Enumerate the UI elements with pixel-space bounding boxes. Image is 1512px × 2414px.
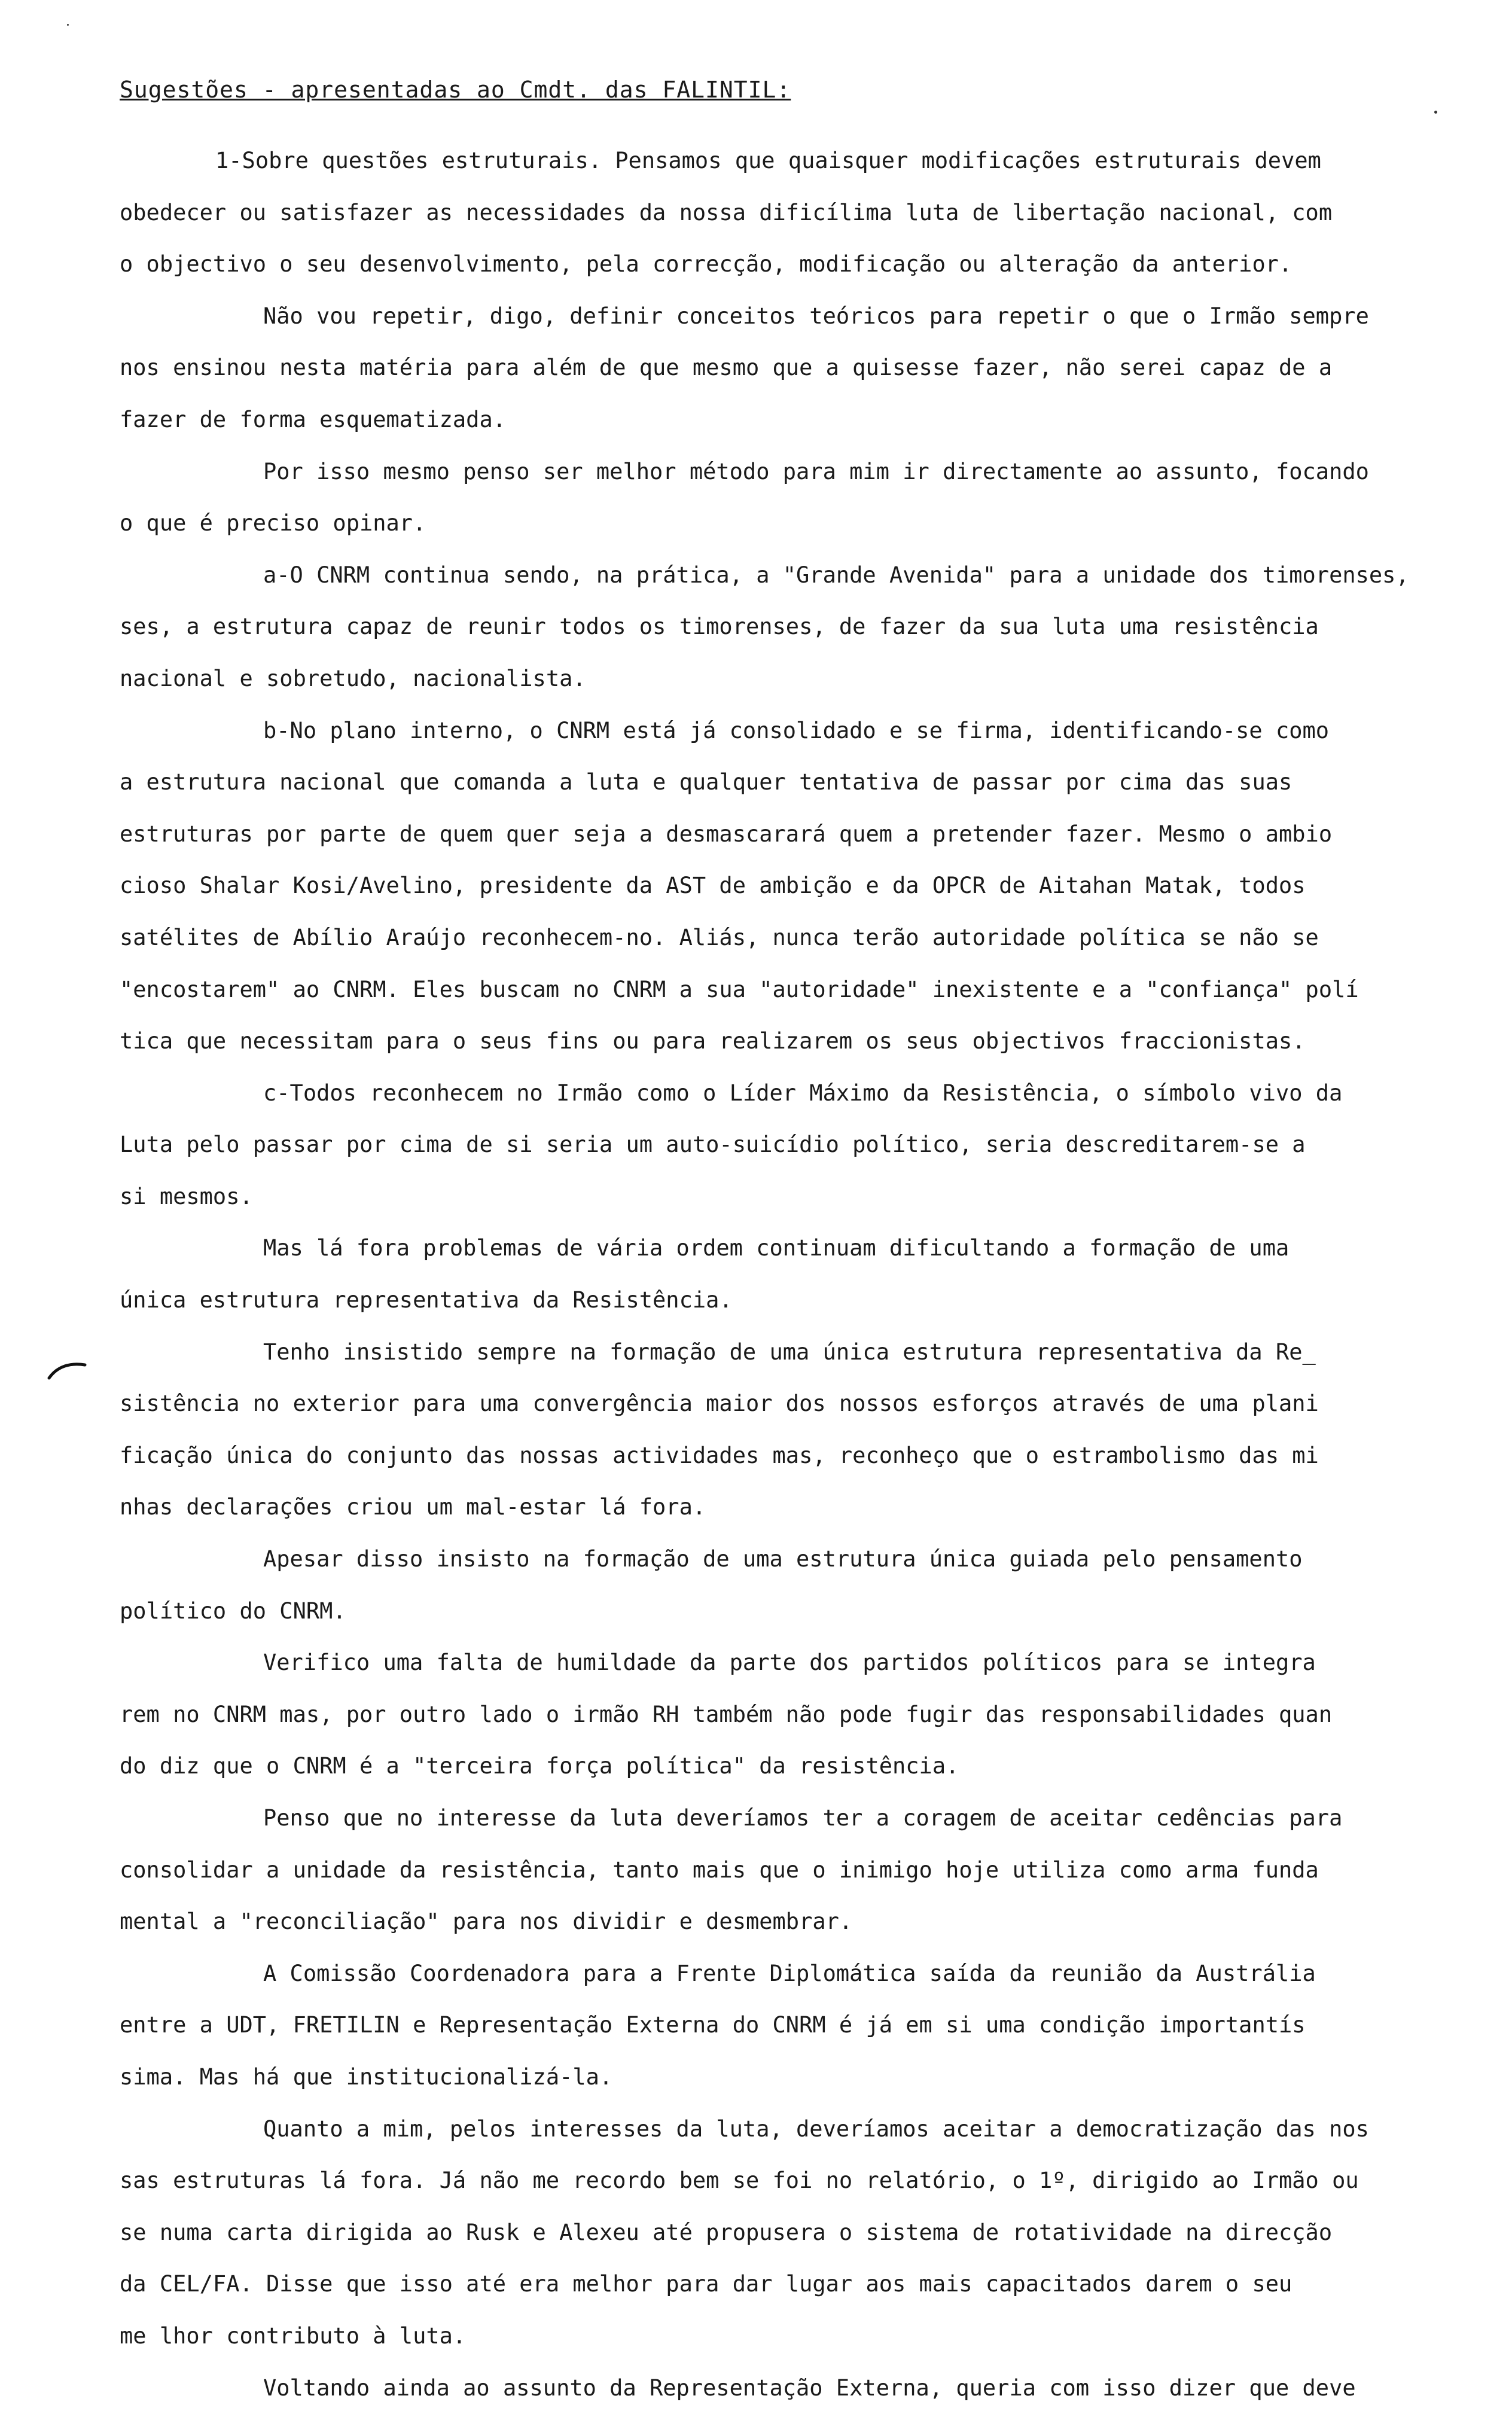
text-line: estruturas por parte de quem quer seja a desmascarará quem a pretender fazer. Mesmo o ambio — [120, 821, 1333, 847]
text-line: Mas lá fora problemas de vária ordem continuam dificultando a formação de uma — [263, 1235, 1290, 1261]
text-line: a-O CNRM continua sendo, na prática, a "Grande Avenida" para a unidade dos timorenses, — [263, 562, 1409, 588]
text-line: A Comissão Coordenadora para a Frente Diplomática saída da reunião da Austrália — [263, 1960, 1316, 1986]
text-line: única estrutura representativa da Resistência. — [120, 1287, 733, 1313]
document-body — [120, 135, 1465, 2414]
text-line: da CEL/FA. Disse que isso até era melhor para dar lugar aos mais capacitados darem o seu — [120, 2271, 1292, 2297]
text-line: político do CNRM. — [120, 1598, 346, 1624]
text-line: se numa carta dirigida ao Rusk e Alexeu até propusera o sistema de rotatividade na direcção — [120, 2219, 1333, 2245]
text-line: sistência no exterior para uma convergência maior dos nossos esforços através de uma plani — [120, 1391, 1319, 1417]
margin-pen-mark — [47, 1358, 89, 1382]
text-line: do diz que o CNRM é a "terceira força política" da resistência. — [120, 1753, 959, 1779]
text-line: Apesar disso insisto na formação de uma estrutura única guiada pelo pensamento — [263, 1546, 1303, 1572]
text-line: a estrutura nacional que comanda a luta e qualquer tentativa de passar por cima das suas — [120, 769, 1292, 795]
text-line: rem no CNRM mas, por outro lado o irmão RH também não pode fugir das responsabilidades quan — [120, 1701, 1333, 1727]
text-line: Quanto a mim, pelos interesses da luta, deveríamos aceitar a democratização das nos — [263, 2116, 1369, 2142]
text-line: ficação única do conjunto das nossas actividades mas, reconheço que o estrambolismo das mi — [120, 1442, 1319, 1468]
text-line: sima. Mas há que institucionalizá-la. — [120, 2064, 613, 2090]
text-line: Verifico uma falta de humildade da parte dos partidos políticos para se integra — [263, 1650, 1316, 1676]
speck-mark — [67, 24, 69, 26]
text-line: cioso Shalar Kosi/Avelino, presidente da AST de ambição e da OPCR de Aitahan Matak, todos — [120, 873, 1306, 899]
text-line: nos ensinou nesta matéria para além de que mesmo que a quisesse fazer, não serei capaz de a — [120, 355, 1333, 381]
text-line: Penso que no interesse da luta deveríamos ter a coragem de aceitar cedências para — [263, 1805, 1343, 1831]
text-line: Tenho insistido sempre na formação de uma única estrutura representativa da Re_ — [263, 1339, 1316, 1365]
text-line: nacional e sobretudo, nacionalista. — [120, 665, 586, 691]
text-line: tica que necessitam para o seus fins ou para realizarem os seus objectivos fraccionistas. — [120, 1028, 1306, 1054]
text-line: me lhor contributo à luta. — [120, 2322, 467, 2349]
text-line: 1-Sobre questões estruturais. Pensamos que quaisquer modificações estruturais devem — [215, 148, 1321, 173]
text-line: nhas declarações criou um mal-estar lá fora. — [120, 1494, 706, 1520]
text-line: o objectivo o seu desenvolvimento, pela correcção, modificação ou alteração da anterior. — [120, 251, 1292, 278]
text-line: Voltando ainda ao assunto da Representação Externa, queria com isso dizer que deve — [263, 2375, 1356, 2401]
text-line: entre a UDT, FRETILIN e Representação Externa do CNRM é já em si uma condição importantís — [120, 2012, 1306, 2038]
text-line: consolidar a unidade da resistência, tanto mais que o inimigo hoje utiliza como arma funda — [120, 1857, 1319, 1883]
text-line: "encostarem" ao CNRM. Eles buscam no CNRM a sua "autoridade" inexistente e a "confiança" polí — [120, 976, 1359, 1002]
text-line: fazer de forma esquematizada. — [120, 406, 507, 432]
text-line: satélites de Abílio Araújo reconhecem-no. Aliás, nunca terão autoridade política se não se — [120, 924, 1319, 950]
text-line: Luta pelo passar por cima de si seria um auto-suicídio político, seria descreditarem-se a — [120, 1132, 1306, 1158]
speck-mark — [1434, 111, 1437, 114]
text-line: o que é preciso opinar. — [120, 510, 426, 537]
text-line: Por isso mesmo penso ser melhor método para mim ir directamente ao assunto, focando — [263, 458, 1369, 484]
document-heading: Sugestões - apresentadas ao Cmdt. das FALINTIL: — [120, 77, 791, 103]
text-line: b-No plano interno, o CNRM está já consolidado e se firma, identificando-se como — [263, 717, 1330, 743]
text-line: ses, a estrutura capaz de reunir todos os timorenses, de fazer da sua luta uma resistência — [120, 614, 1319, 640]
text-line: c-Todos reconhecem no Irmão como o Líder Máximo da Resistência, o símbolo vivo da — [263, 1080, 1343, 1106]
text-line: sas estruturas lá fora. Já não me recordo bem se foi no relatório, o 1º, dirigido ao Irmão ou — [120, 2168, 1359, 2194]
text-line: obedecer ou satisfazer as necessidades da nossa dificílima luta de libertação nacional, com — [120, 199, 1333, 225]
text-line: Não vou repetir, digo, definir conceitos teóricos para repetir o que o Irmão sempre — [263, 303, 1369, 329]
text-line: si mesmos. — [120, 1183, 253, 1209]
text-line: mental a "reconciliação" para nos dividir e desmembrar. — [120, 1909, 853, 1935]
